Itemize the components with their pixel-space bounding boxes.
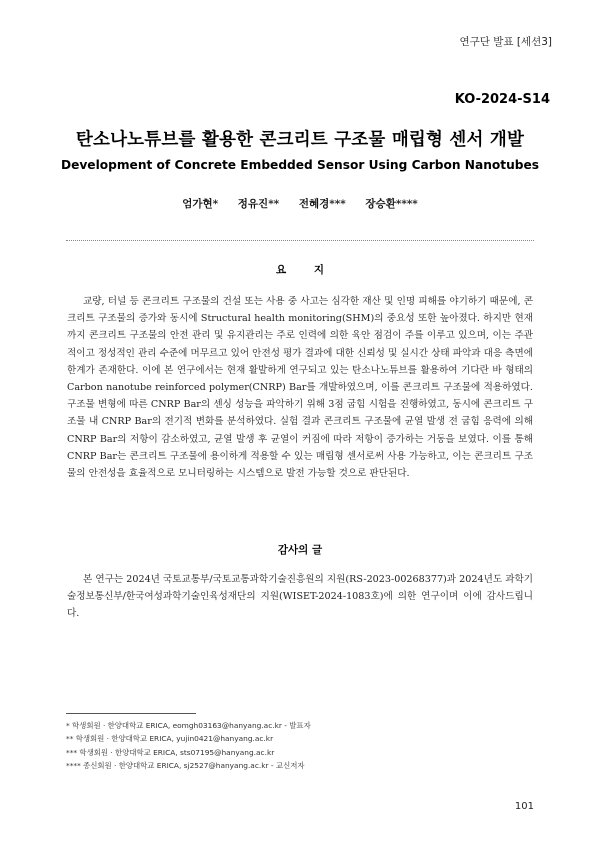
dotted-divider	[66, 240, 534, 241]
footnote-1: * 학생회원 · 한양대학교 ERICA, eomgh03163@hanyang.ac.kr - 발표자	[66, 721, 311, 730]
acknowledgment-body: 본 연구는 2024년 국토교통부/국토교통과학기술진흥원의 지원(RS-2023-00268377)과 2024년도 과학기술정보통신부/한국여성과학기술인육성재단의 지원(WISET-2024-1083호)에 의한 연구이며 이에 감사드립니다.	[67, 574, 533, 620]
acknowledgment-heading: 감사의 글	[277, 544, 323, 556]
page-number: 101	[514, 801, 534, 812]
author-2: 정유진**	[237, 198, 280, 210]
footnote-2: ** 학생회원 · 한양대학교 ERICA, yujin0421@hanyang.ac.kr	[66, 734, 274, 744]
footnote-3: *** 학생회원 · 한양대학교 ERICA, sts07195@hanyang.ac.kr	[66, 747, 275, 757]
footnotes	[66, 719, 536, 772]
author-1: 엄가현*	[182, 198, 219, 210]
paper-code: KO-2024-S14	[454, 92, 550, 107]
author-4: 장승환****	[365, 198, 418, 210]
session-header: 연구단 발표 [세션3]	[459, 36, 552, 48]
title-korean: 탄소나노튜브를 활용한 콘크리트 구조물 매립형 센서 개발	[75, 130, 525, 150]
author-3: 전혜경***	[298, 198, 346, 210]
footnote-divider	[66, 713, 196, 714]
footnote-4: **** 종신회원 · 한양대학교 ERICA, sj2527@hanyang.ac.kr - 교신저자	[66, 760, 305, 770]
title-english: Development of Concrete Embedded Sensor Using Carbon Nanotubes	[60, 158, 539, 172]
author-list	[0, 196, 600, 211]
abstract-heading: 요 지	[276, 264, 336, 276]
abstract-body: 교량, 터널 등 콘크리트 구조물의 건설 또는 사용 중 사고는 심각한 재산 및 인명 피해를 야기하기 때문에, 콘크리트 구조물의 증가와 동시에 Structural health monitoring(SHM)의 중요성 또한 높아졌다. 하지만 현재까지 콘크리트 구조물의 안전 관리 및 유지관리는 주로 인력에 의한 육안 점검이 주를 이루고 있으며, 이는 주관적이고 정성적인 관리 수준에 머무르고 있어 안전성 평가 결과에 대한 신뢰성 및 실시간 상태 파악과 대응 측면에 한계가 존재한다. 이에 본 연구에서는 현재 활발하게 연구되고 있는 탄소나노튜브를 활용하여 기다란 바 형태의 Carbon nanotube reinforced polymer(CNRP) Bar를 개발하였으며, 이를 콘크리트 구조물에 적용하였다. 구조물 변형에 따른 CNRP Bar의 센싱 성능을 파악하기 위해 3점 굽힘 시험을 진행하였고, 동시에 콘크리트 구조물 내 CNRP Bar의 전기적 변화를 분석하였다. 실험 결과 콘크리트 구조물에 균열 발생 전 굽힘 응력에 의해 CNRP Bar의 저항이 감소하였고, 균열 발생 후 균열이 커짐에 따라 저항이 증가하는 거동을 보였다. 이를 통해 CNRP Bar는 콘크리트 구조물에 용이하게 적용할 수 있는 매립형 센서로써 사용 가능하고, 이는 콘크리트 구조물의 안전성을 효율적으로 모니터링하는 시스템으로 발전 가능할 것으로 판단된다.	[67, 296, 533, 480]
